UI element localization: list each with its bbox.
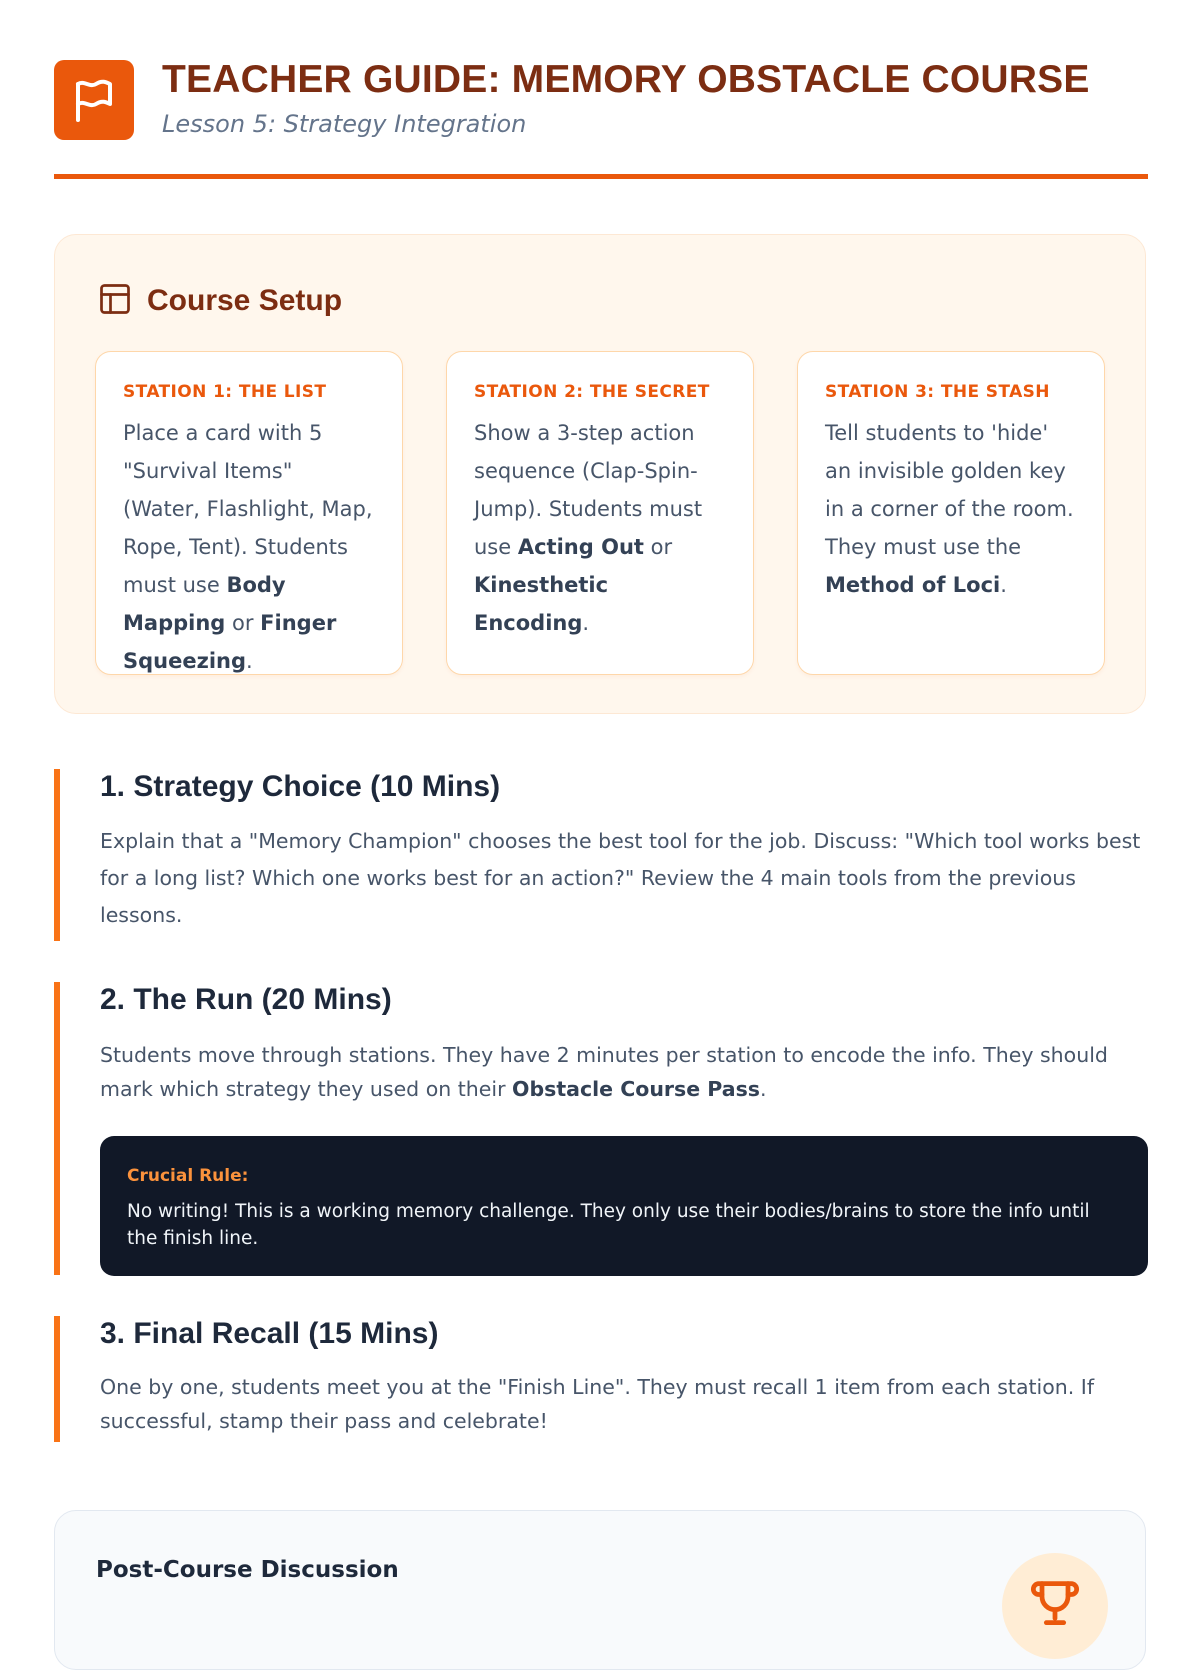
course-setup-title: Course Setup xyxy=(147,284,343,317)
post-course-title: Post-Course Discussion xyxy=(96,1557,399,1583)
station-description: Tell students to 'hide' an invisible golden key in a corner of the room. They must use the Method of Loci. xyxy=(825,421,1074,597)
crucial-rule-callout xyxy=(100,1136,1148,1276)
post-course-section xyxy=(54,1510,1146,1670)
flag-icon xyxy=(54,60,134,140)
course-setup-heading xyxy=(97,281,342,321)
station-description: Show a 3-step action sequence (Clap-Spin-Jump). Students must use Acting Out or Kinesthetic Encoding. xyxy=(474,421,703,635)
step-description: Explain that a "Memory Champion" chooses the best tool for the job. Discuss: "Which tool works best for a long list? Which one works best for an action?" Review the 4 main tools from the previous lessons. xyxy=(100,829,1141,927)
station-title: STATION 1: THE LIST xyxy=(123,382,327,402)
course-setup-section xyxy=(54,234,1146,714)
step-title: 1. Strategy Choice (10 Mins) xyxy=(100,770,501,803)
station-description: Place a card with 5 "Survival Items" (Water, Flashlight, Map, Rope, Tent). Students must use Body Mapping or Finger Squeezing. xyxy=(123,421,373,673)
header-divider xyxy=(54,174,1148,179)
station-card-2 xyxy=(446,351,754,675)
page-title: TEACHER GUIDE: MEMORY OBSTACLE COURSE xyxy=(162,58,1090,101)
station-title: STATION 2: THE SECRET xyxy=(474,382,710,402)
station-card-1 xyxy=(95,351,403,675)
station-card-3 xyxy=(797,351,1105,675)
step-final-recall xyxy=(54,1316,1148,1442)
page-subtitle: Lesson 5: Strategy Integration xyxy=(162,110,527,138)
page-header xyxy=(54,60,1146,180)
layout-icon xyxy=(97,281,133,321)
step-the-run xyxy=(54,982,1148,1275)
step-description: One by one, students meet you at the "Finish Line". They must recall 1 item from each station. If successful, stamp their pass and celebrate! xyxy=(100,1375,1095,1433)
trophy-icon xyxy=(1002,1553,1108,1659)
callout-label: Crucial Rule: xyxy=(127,1166,249,1186)
step-title: 2. The Run (20 Mins) xyxy=(100,983,392,1016)
step-description: Students move through stations. They have 2 minutes per station to encode the info. They should mark which strategy they used on their Obstacle Course Pass. xyxy=(100,1043,1108,1101)
step-title: 3. Final Recall (15 Mins) xyxy=(100,1317,439,1350)
station-title: STATION 3: THE STASH xyxy=(825,382,1050,402)
step-strategy-choice xyxy=(54,769,1148,941)
callout-text: No writing! This is a working memory challenge. They only use their bodies/brains to store the info until the finish line. xyxy=(127,1201,1090,1249)
